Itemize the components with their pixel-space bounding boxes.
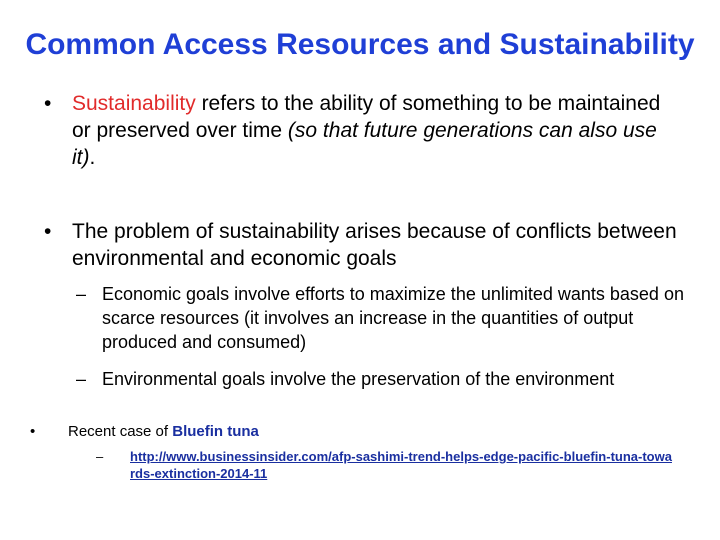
- bluefin-tuna-emphasis: Bluefin tuna: [172, 423, 259, 440]
- definition-text: refers to the ability of something to be maintained or preserved over time: [72, 92, 661, 142]
- bullet-marker: •: [44, 220, 52, 243]
- bullet-text: [30, 421, 690, 443]
- bullet-sustainability-definition: [44, 90, 684, 171]
- sub-bullet-marker: –: [76, 369, 87, 389]
- sub-bullet-marker: –: [76, 284, 87, 304]
- bullet-text: The problem of sustainability arises because of conflicts between environmental and economic goals: [72, 220, 677, 270]
- article-link[interactable]: http://www.businessinsider.com/afp-sashimi-trend-helps-edge-pacific-bluefin-tuna-towards-extinction-2014-11: [130, 449, 672, 481]
- sub-bullet-text: Environmental goals involve the preservation of the environment: [102, 369, 615, 389]
- highlighted-term: Sustainability: [72, 92, 196, 115]
- sub-bullet-text: Economic goals involve efforts to maximize the unlimited wants based on scarce resources (it involves an increase in the quantities of output produced and consumed): [102, 284, 684, 352]
- sub-bullet-article-link: [96, 448, 676, 482]
- bullet-recent-case: [30, 421, 690, 443]
- sub-bullet-environmental-goals: [76, 367, 686, 391]
- bullet-text: [44, 90, 684, 171]
- bullet-sustainability-problem: [44, 218, 684, 272]
- sub-bullet-economic-goals: [76, 282, 686, 354]
- bullet-marker: •: [44, 92, 52, 115]
- sub-bullet-marker: –: [96, 449, 104, 464]
- italic-note: (so that future generations can also use it): [72, 119, 657, 169]
- bullet-marker: •: [30, 423, 36, 440]
- sentence-end: .: [89, 146, 96, 169]
- slide-title: Common Access Resources and Sustainability: [25, 28, 695, 61]
- sub-bullet-text: [96, 448, 676, 482]
- recent-case-text: Recent case of: [68, 423, 173, 440]
